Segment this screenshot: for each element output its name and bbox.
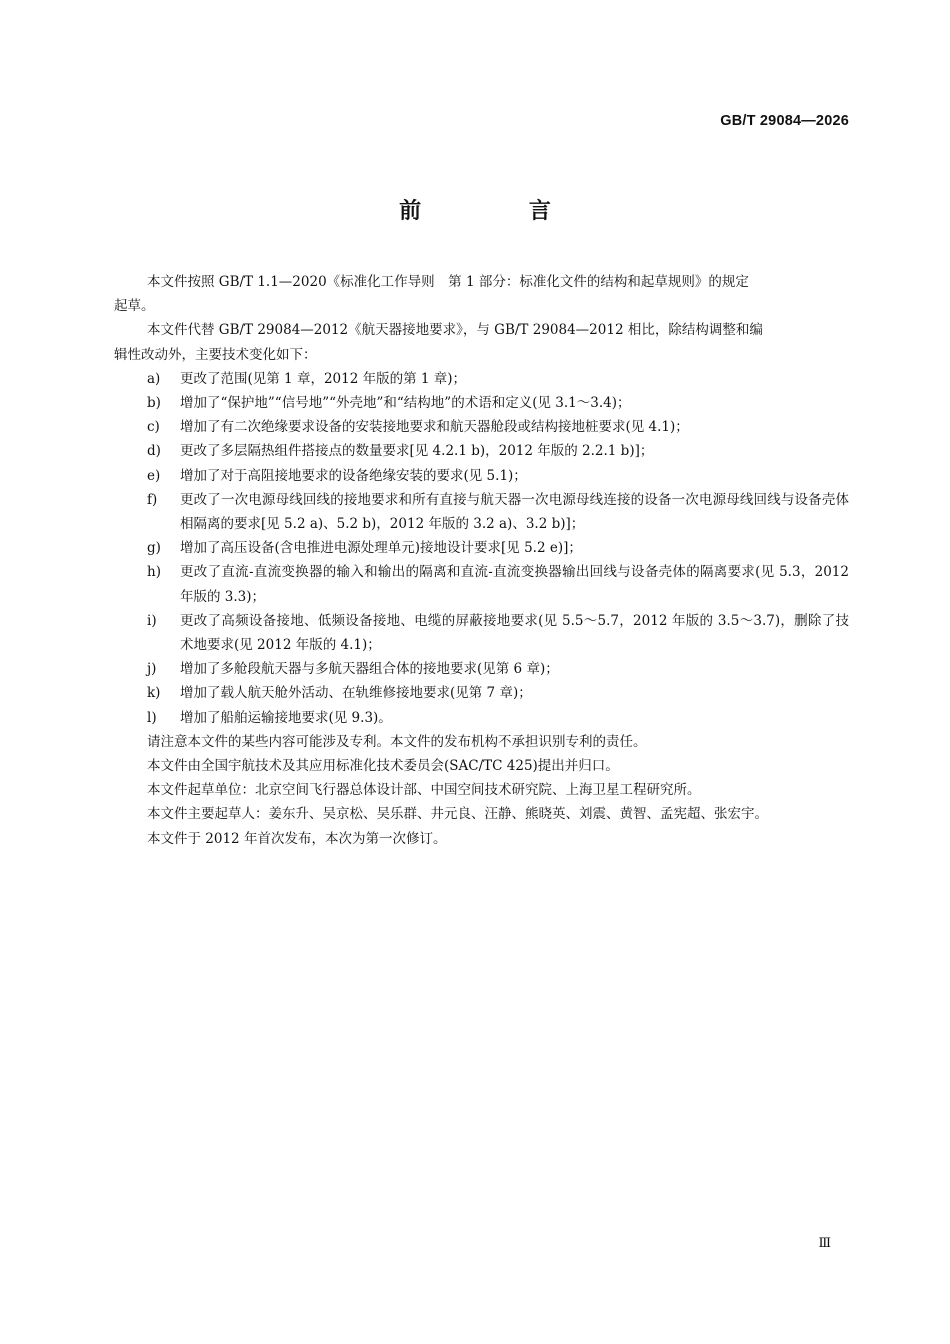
item-text: 更改了多层隔热组件搭接点的数量要求[见 4.2.1 b)，2012 年版的 2.2.1 b)]； xyxy=(180,443,654,460)
item-marker: c) xyxy=(147,419,160,436)
item-text: 增加了“保护地”“信号地”“外壳地”和“结构地”的术语和定义(见 3.1～3.4)； xyxy=(180,395,631,412)
drafting-units: 本文件起草单位：北京空间飞行器总体设计部、中国空间技术研究院、上海卫星工程研究所。 xyxy=(147,782,701,799)
change-item xyxy=(147,681,849,705)
standard-code: GB/T 29084—2026 xyxy=(720,113,849,129)
item-text: 增加了高压设备(含电推进电源处理单元)接地设计要求[见 5.2 e)]； xyxy=(180,540,582,557)
item-text: 更改了一次电源母线回线的接地要求和所有直接与航天器一次电源母线连接的设备一次电源母线回线与设备壳体相隔离的要求[见 5.2 a)、5.2 b)，2012 年版的 3.2 a)、3.2 b)]； xyxy=(180,491,849,533)
change-item xyxy=(147,536,849,560)
item-text: 增加了多舱段航天器与多航天器组合体的接地要求(见第 6 章)； xyxy=(180,661,559,678)
page-number: Ⅲ xyxy=(818,1236,831,1251)
item-marker: f) xyxy=(147,491,158,508)
item-marker: b) xyxy=(147,395,161,412)
change-item xyxy=(147,560,849,608)
change-item xyxy=(147,609,849,657)
item-text: 增加了有二次绝缘要求设备的安装接地要求和航天器舱段或结构接地桩要求(见 4.1)； xyxy=(180,419,689,436)
item-text: 更改了高频设备接地、低频设备接地、电缆的屏蔽接地要求(见 5.5～5.7，2012 年版的 3.5～3.7)，删除了技术地要求(见 2012 年版的 4.1)； xyxy=(180,612,849,654)
page-title: 前 言 xyxy=(399,199,601,224)
item-marker: h) xyxy=(147,564,161,581)
item-text: 更改了直流-直流变换器的输入和输出的隔离和直流-直流变换器输出回线与设备壳体的隔离要求(见 5.3，2012 年版的 3.3)； xyxy=(180,564,849,605)
paragraph-1-line-2: 起草。 xyxy=(114,298,155,315)
item-marker: l) xyxy=(147,709,157,726)
item-text: 更改了范围(见第 1 章，2012 年版的第 1 章)； xyxy=(180,370,467,387)
item-marker: g) xyxy=(147,540,161,557)
change-item xyxy=(147,657,849,681)
change-item xyxy=(147,391,849,415)
change-item xyxy=(147,464,849,488)
item-text: 增加了对于高阻接地要求的设备绝缘安装的要求(见 5.1)； xyxy=(180,467,527,484)
item-marker: a) xyxy=(147,370,161,387)
publication-history: 本文件于 2012 年首次发布，本次为第一次修订。 xyxy=(147,830,447,847)
paragraph-2-line-2: 辑性改动外，主要技术变化如下： xyxy=(114,346,317,363)
change-item xyxy=(147,488,849,536)
item-marker: e) xyxy=(147,467,161,484)
item-text: 增加了船舶运输接地要求(见 9.3)。 xyxy=(180,709,392,726)
patent-notice: 请注意本文件的某些内容可能涉及专利。本文件的发布机构不承担识别专利的责任。 xyxy=(147,733,647,750)
item-marker: d) xyxy=(147,443,161,460)
change-item xyxy=(147,706,849,730)
drafters: 本文件主要起草人：姜东升、吴京松、吴乐群、井元良、汪静、熊晓英、刘震、黄智、孟宪超、张宏宇。 xyxy=(147,806,768,823)
item-marker: k) xyxy=(147,685,161,702)
change-item xyxy=(147,367,849,391)
paragraph-1-line-1: 本文件按照 GB/T 1.1—2020《标准化工作导则 第 1 部分：标准化文件的结构和起草规则》的规定 xyxy=(147,274,749,290)
item-marker: i) xyxy=(147,612,157,629)
paragraph-2-line-1: 本文件代替 GB/T 29084—2012《航天器接地要求》，与 GB/T 29084—2012 相比，除结构调整和编 xyxy=(147,322,763,339)
document-body xyxy=(114,270,849,851)
proposer-statement: 本文件由全国宇航技术及其应用标准化技术委员会(SAC/TC 425)提出并归口。 xyxy=(147,758,619,775)
change-item xyxy=(147,439,849,463)
item-marker: j) xyxy=(147,661,157,678)
change-item xyxy=(147,415,849,439)
item-text: 增加了载人航天舱外活动、在轨维修接地要求(见第 7 章)； xyxy=(180,685,532,702)
